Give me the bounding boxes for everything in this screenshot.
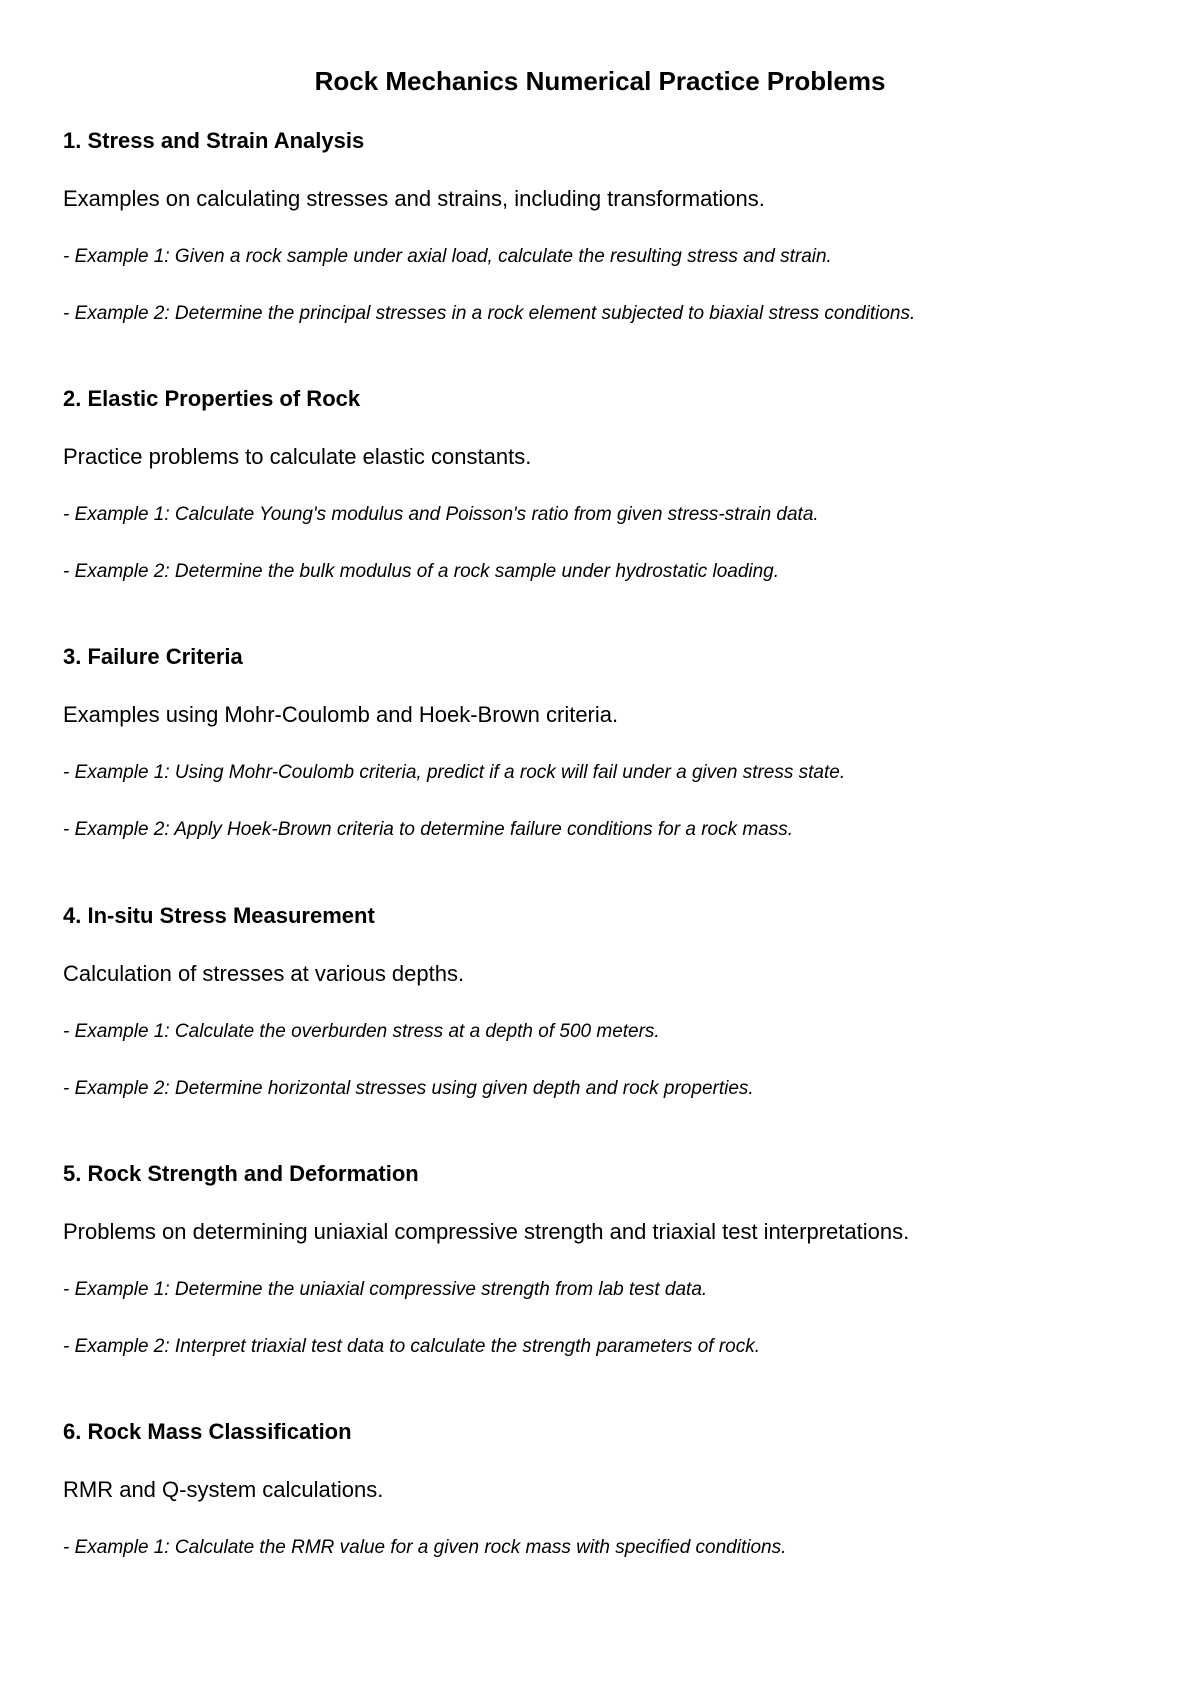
section-description: Examples on calculating stresses and strains, including transformations.	[63, 186, 765, 211]
section-heading-in-situ-stress: 4. In-situ Stress Measurement	[63, 903, 375, 928]
example-item: - Example 2: Determine the principal stresses in a rock element subjected to biaxial stress conditions.	[63, 303, 916, 324]
example-item: - Example 1: Calculate the overburden stress at a depth of 500 meters.	[63, 1021, 660, 1042]
section-description: RMR and Q-system calculations.	[63, 1477, 384, 1502]
example-item: - Example 1: Calculate the RMR value for a given rock mass with specified conditions.	[63, 1537, 787, 1558]
example-item: - Example 2: Determine horizontal stresses using given depth and rock properties.	[63, 1078, 754, 1099]
example-item: - Example 1: Given a rock sample under axial load, calculate the resulting stress and strain.	[63, 246, 832, 267]
section-heading-rock-mass-classification: 6. Rock Mass Classification	[63, 1419, 352, 1444]
section-heading-elastic-properties: 2. Elastic Properties of Rock	[63, 386, 361, 411]
page-title: Rock Mechanics Numerical Practice Problems	[314, 66, 886, 96]
section-description: Calculation of stresses at various depths.	[63, 961, 465, 986]
section-description: Practice problems to calculate elastic constants.	[63, 444, 532, 469]
example-item: - Example 2: Apply Hoek-Brown criteria to determine failure conditions for a rock mass.	[63, 819, 794, 840]
section-heading-rock-strength: 5. Rock Strength and Deformation	[63, 1161, 419, 1186]
example-item: - Example 1: Determine the uniaxial compressive strength from lab test data.	[63, 1279, 708, 1300]
example-item: - Example 2: Interpret triaxial test data to calculate the strength parameters of rock.	[63, 1336, 760, 1357]
example-item: - Example 1: Using Mohr-Coulomb criteria, predict if a rock will fail under a given stress state.	[63, 762, 846, 783]
section-heading-stress-strain: 1. Stress and Strain Analysis	[63, 128, 365, 153]
section-description: Examples using Mohr-Coulomb and Hoek-Brown criteria.	[63, 702, 619, 727]
example-item: - Example 2: Determine the bulk modulus of a rock sample under hydrostatic loading.	[63, 561, 780, 582]
example-item: - Example 1: Calculate Young's modulus and Poisson's ratio from given stress-strain data.	[63, 504, 819, 525]
section-heading-failure-criteria: 3. Failure Criteria	[63, 644, 243, 669]
section-description: Problems on determining uniaxial compressive strength and triaxial test interpretations.	[63, 1219, 910, 1244]
